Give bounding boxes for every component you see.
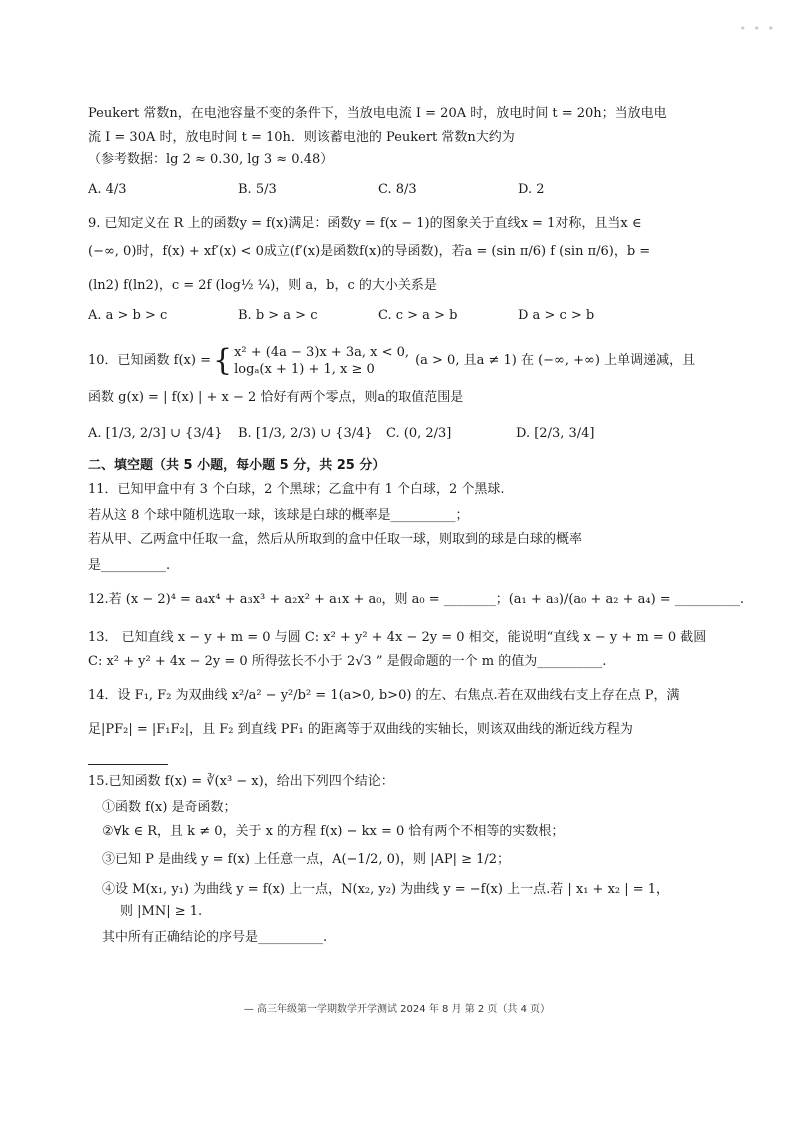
- q10-piecewise: [234, 344, 409, 378]
- q13-line-2: C: x² + y² + 4x − 2y = 0 所得弦长不小于 2√3 ” 是假命题的一个 m 的值为__________.: [88, 654, 607, 669]
- q8-option-b: B. 5/3: [238, 182, 277, 197]
- dots-icon: • • •: [739, 22, 776, 35]
- section-heading: 二、填空题（共 5 小题，每小题 5 分，共 25 分）: [88, 458, 386, 473]
- q15-conclusion-4-cont: 则 |MN| ≥ 1.: [120, 904, 203, 919]
- q9-option-b: B. b > a > c: [238, 308, 318, 323]
- q10-option-a: A. [1/3, 2/3] ∪ {3/4}: [88, 426, 223, 441]
- q10-line-1: [88, 343, 696, 378]
- q9-option-a: A. a > b > c: [88, 308, 168, 323]
- q10-option-b: B. [1/3, 2/3) ∪ {3/4}: [238, 426, 373, 441]
- q9-line-1: 9. 已知定义在 R 上的函数y = f(x)满足：函数y = f(x − 1)的图象关于直线x = 1对称，且当x ∈: [88, 216, 642, 231]
- q8-options: [88, 180, 644, 200]
- q9-option-d: D a > c > b: [518, 308, 595, 323]
- q9-line-2: (−∞, 0)时，f(x) + xf′(x) < 0成立(f′(x)是函数f(x)的导函数)，若a = (sin π/6) f (sin π/6)，b =: [88, 244, 651, 259]
- q8-option-c: C. 8/3: [378, 182, 417, 197]
- q10-piece-2: logₐ(x + 1) + 1, x ≥ 0: [234, 362, 375, 377]
- q10-intro: 10．已知函数 f(x) =: [88, 353, 211, 368]
- q10-options: [88, 424, 644, 444]
- q8-option-a: A. 4/3: [88, 182, 127, 197]
- q15-conclusion-2: ②∀k ∈ R，且 k ≠ 0，关于 x 的方程 f(x) − kx = 0 恰有两个不相等的实数根；: [102, 824, 565, 839]
- q9-option-c: C. c > a > b: [378, 308, 458, 323]
- page-footer: — 高三年级第一学期数学开学测试 2024 年 8 月 第 2 页（共 4 页）: [243, 1004, 551, 1015]
- q8-line-1: Peukert 常数n，在电池容量不变的条件下，当放电电流 I = 20A 时，放电时间 t = 20h；当放电电: [88, 106, 667, 121]
- q8-reference-data: （参考数据：lg 2 ≈ 0.30, lg 3 ≈ 0.48）: [88, 152, 334, 167]
- brace-icon: {: [213, 343, 233, 378]
- q11-line-4: 是__________.: [88, 558, 171, 573]
- q8-line-2: 流 I = 30A 时，放电时间 t = 10h．则该蓄电池的 Peukert 常数n大约为: [88, 130, 515, 145]
- q13-line-1: 13． 已知直线 x − y + m = 0 与圆 C: x² + y² + 4x − 2y = 0 相交，能说明“直线 x − y + m = 0 截圆: [88, 630, 707, 645]
- q11-line-2: 若从这 8 个球中随机选取一球，该球是白球的概率是__________；: [88, 508, 469, 523]
- q14-answer-blank: [88, 764, 168, 765]
- q14-line-2: 足|PF₂| = |F₁F₂|，且 F₂ 到直线 PF₁ 的距离等于双曲线的实轴长，则该双曲线的渐近线方程为: [88, 722, 633, 737]
- q14-line-1: 14．设 F₁, F₂ 为双曲线 x²/a² − y²/b² = 1(a>0, b>0) 的左、右焦点.若在双曲线右支上存在点 P，满: [88, 688, 680, 703]
- q11-line-3: 若从甲、乙两盒中任取一盒，然后从所取到的盒中任取一球，则取到的球是白球的概率: [88, 532, 583, 547]
- q10-condition: (a > 0, 且a ≠ 1) 在 (−∞, +∞) 上单调递减，且: [415, 353, 696, 368]
- q15-conclusion-4: ④设 M(x₁, y₁) 为曲线 y = f(x) 上一点，N(x₂, y₂) 为曲线 y = −f(x) 上一点.若 | x₁ + x₂ | = 1，: [102, 882, 670, 897]
- q9-options: [88, 306, 644, 326]
- q8-option-d: D. 2: [518, 182, 545, 197]
- q15-conclusion-3: ③已知 P 是曲线 y = f(x) 上任意一点，A(−1/2, 0)，则 |AP| ≥ 1/2；: [102, 852, 511, 867]
- q10-piece-1: x² + (4a − 3)x + 3a, x < 0,: [234, 345, 410, 360]
- q11-line-1: 11．已知甲盒中有 3 个白球，2 个黑球；乙盒中有 1 个白球，2 个黑球.: [88, 482, 505, 497]
- q10-option-c: C. (0, 2/3]: [386, 426, 452, 441]
- q10-option-d: D. [2/3, 3/4]: [516, 426, 595, 441]
- q15-conclusion-1: ①函数 f(x) 是奇函数；: [102, 800, 237, 815]
- q9-line-3: (ln2) f(ln2)，c = 2f (log½ ¼)，则 a，b，c 的大小关系是: [88, 278, 437, 293]
- q12-line: 12.若 (x − 2)⁴ = a₄x⁴ + a₃x³ + a₂x² + a₁x + a₀，则 a₀ = ________；(a₁ + a₃)/(a₀ + a₂ + a₄) = __________.: [88, 592, 744, 607]
- q15-line-1: 15.已知函数 f(x) = ∛(x³ − x)，给出下列四个结论：: [88, 774, 394, 789]
- q15-ending: 其中所有正确结论的序号是__________.: [102, 930, 328, 945]
- q10-line-2: 函数 g(x) = | f(x) | + x − 2 恰好有两个零点，则a的取值范围是: [88, 390, 464, 405]
